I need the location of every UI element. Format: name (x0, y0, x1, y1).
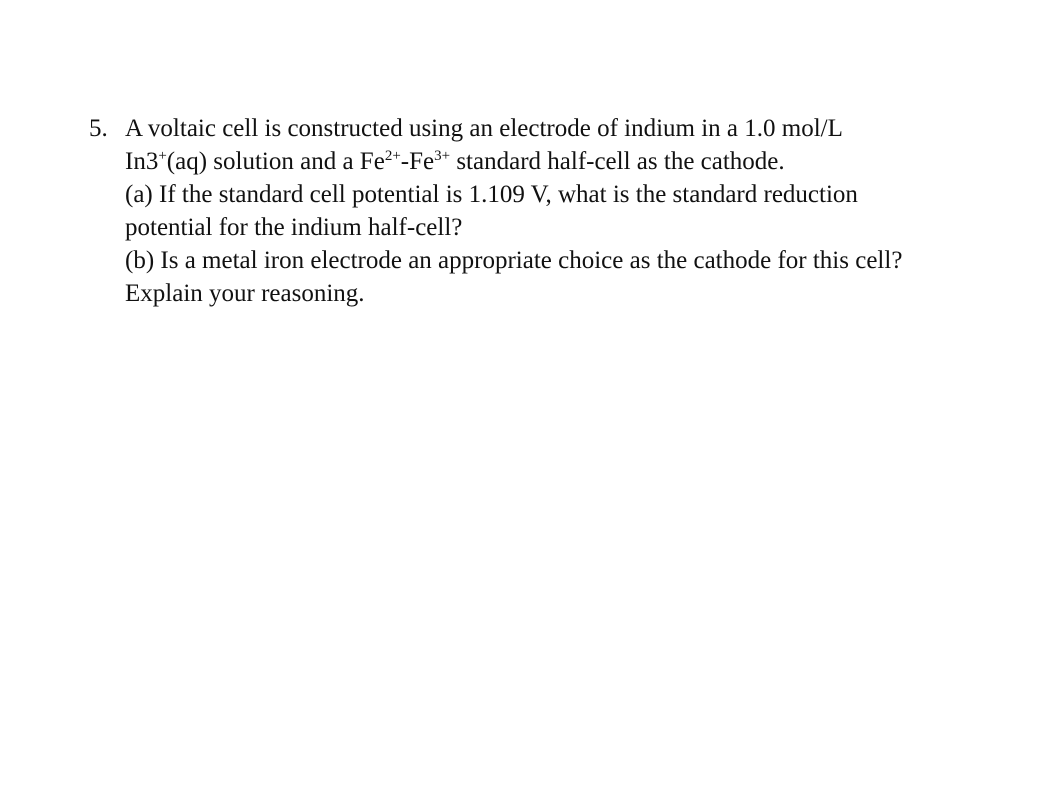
part-b-line-1: (b) Is a metal iron electrode an appropriate choice as the cathode for this cell? (125, 247, 903, 274)
question-number: 5. (89, 115, 108, 142)
indium-ion-charge: + (158, 148, 167, 164)
indium-ion-symbol: In3 (125, 148, 159, 175)
question-text-line-2 (125, 145, 989, 178)
cathode-text: standard half-cell as the cathode. (450, 148, 785, 175)
fe3-symbol: -Fe (400, 148, 435, 175)
question-block (89, 112, 989, 310)
question-text-line-1: A voltaic cell is constructed using an electrode of indium in a 1.0 mol/L (125, 115, 843, 142)
part-a-line-1: (a) If the standard cell potential is 1.109 V, what is the standard reduction (125, 181, 858, 208)
fe3-charge: 3+ (434, 148, 451, 164)
part-a-line-2: potential for the indium half-cell? (125, 214, 463, 241)
solution-text: (aq) solution and a Fe (166, 148, 385, 175)
question-body (125, 112, 989, 310)
fe2-charge: 2+ (384, 148, 401, 164)
part-b-line-2: Explain your reasoning. (125, 280, 365, 307)
